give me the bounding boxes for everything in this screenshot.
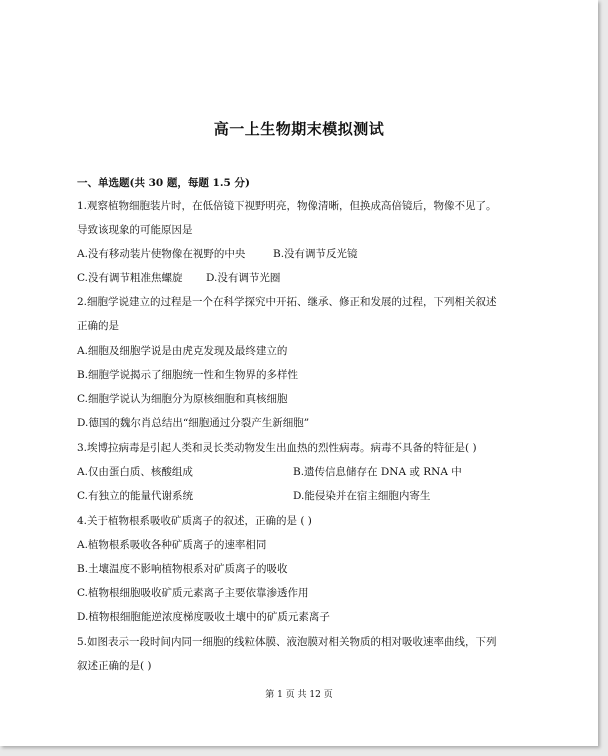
q2-option-d: D.德国的魏尔肖总结出“细胞通过分裂产生新细胞” [77, 417, 310, 429]
q2-stem-line1: 2.细胞学说建立的过程是一个在科学探究中开拓、继承、修正和发展的过程，下列相关叙述 [77, 296, 497, 308]
q3-option-b: B.遗传信息储存在 DNA 或 RNA 中 [293, 466, 462, 478]
q1-stem-line2: 导致该现象的可能原因是 [77, 224, 193, 236]
q1-stem-line1: 1.观察植物细胞装片时，在低倍镜下视野明亮，物像清晰，但换成高倍镜后，物像不见了。 [77, 200, 497, 212]
q1-option-a: A.没有移动装片使物像在视野的中央 [77, 248, 246, 260]
section-heading: 一、单选题(共 30 题，每题 1.5 分) [77, 177, 250, 189]
q3-option-a: A.仅由蛋白质、核酸组成 [77, 466, 193, 478]
q1-option-b: B.没有调节反光镜 [273, 248, 358, 260]
q1-option-d: D.没有调节光圈 [206, 272, 281, 284]
q2-option-b: B.细胞学说揭示了细胞统一性和生物界的多样性 [77, 369, 299, 381]
page-title: 高一上生物期末模拟测试 [213, 120, 385, 138]
page-footer: 第 1 页 共 12 页 [265, 690, 333, 700]
q1-option-c: C.没有调节粗准焦螺旋 [77, 272, 183, 284]
q3-option-d: D.能侵染并在宿主细胞内寄生 [293, 490, 431, 502]
q3-stem-line1: 3.埃博拉病毒是引起人类和灵长类动物发生出血热的烈性病毒。病毒不具备的特征是( ) [77, 442, 477, 454]
q2-option-a: A.细胞及细胞学说是由虎克发现及最终建立的 [77, 345, 288, 357]
q4-option-d: D.植物根细胞能逆浓度梯度吸收土壤中的矿质元素离子 [77, 611, 330, 623]
q2-option-c: C.细胞学说认为细胞分为原核细胞和真核细胞 [77, 393, 288, 405]
q4-stem-line1: 4.关于植物根系吸收矿质离子的叙述，正确的是 ( ) [77, 515, 312, 527]
q5-stem-line1: 5.如图表示一段时间内同一细胞的线粒体膜、液泡膜对相关物质的相对吸收速率曲线，下列 [77, 636, 497, 648]
q5-stem-line2: 叙述正确的是( ) [77, 660, 152, 672]
q4-option-c: C.植物根细胞吸收矿质元素离子主要依靠渗透作用 [77, 587, 309, 599]
q3-option-c: C.有独立的能量代谢系统 [77, 490, 193, 502]
q4-option-b: B.土壤温度不影响植物根系对矿质离子的吸收 [77, 563, 288, 575]
q4-option-a: A.植物根系吸收各种矿质离子的速率相同 [77, 539, 267, 551]
q2-stem-line2: 正确的是 [77, 320, 119, 332]
